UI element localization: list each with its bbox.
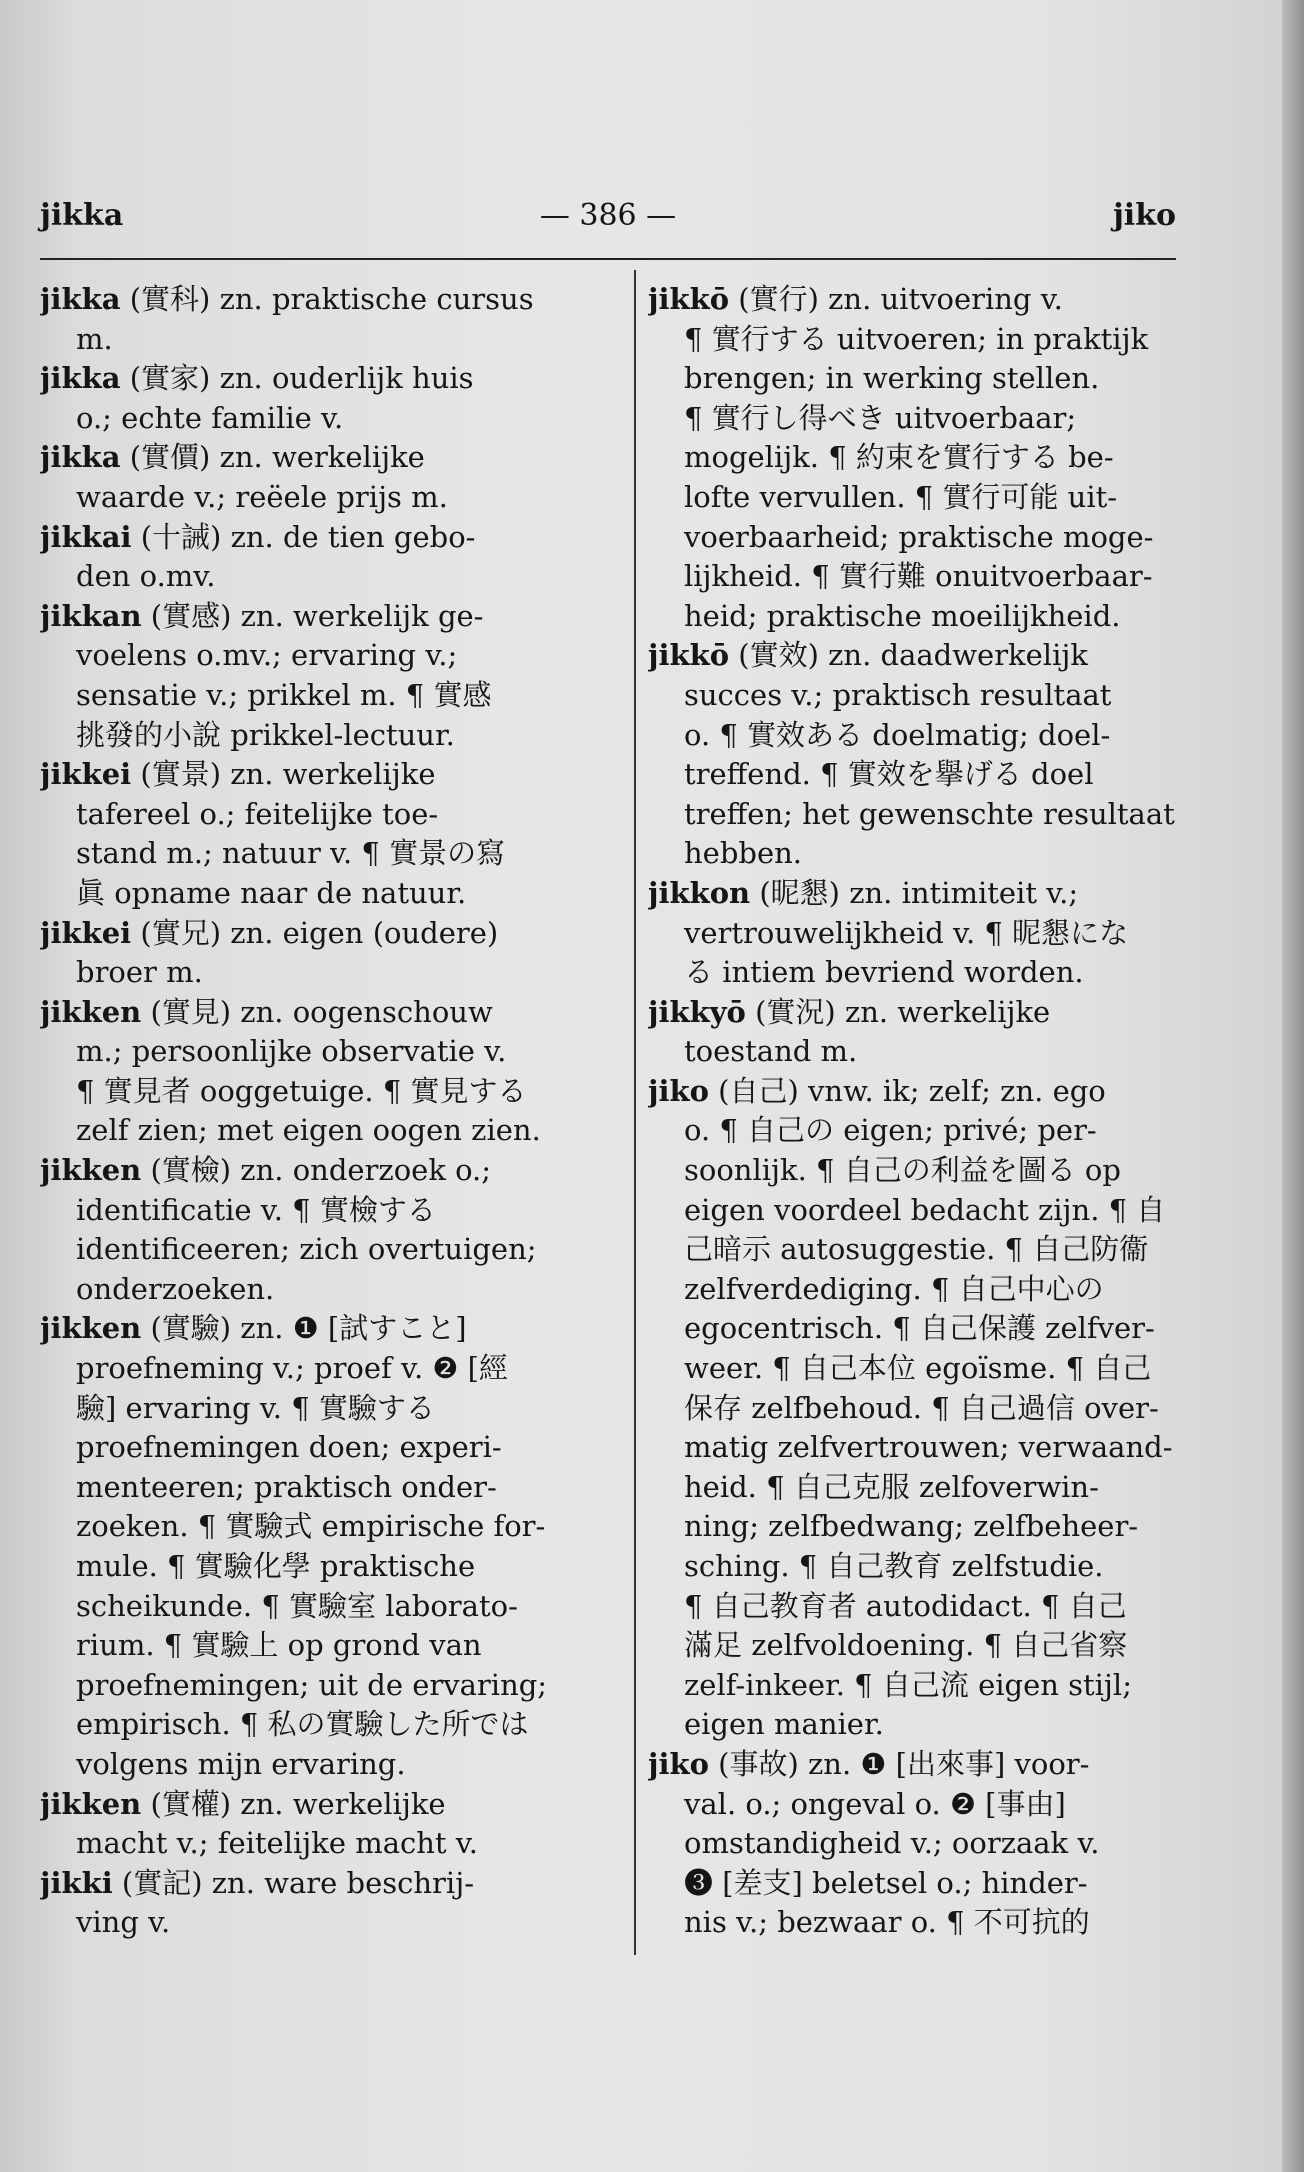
- entry-line: proefnemingen doen; experi-: [76, 1430, 502, 1465]
- entry-headline: jikka (實科) zn. praktische cursus: [40, 282, 534, 316]
- dictionary-entry: [648, 1745, 1196, 1943]
- entry-line: ¶ 自己教育者 autodidact. ¶ 自己: [684, 1588, 1127, 1623]
- entry-line: ving v.: [76, 1905, 171, 1940]
- page-header: [40, 198, 1176, 258]
- dictionary-entry: [40, 280, 600, 359]
- entry-line: rium. ¶ 實驗上 op grond van: [76, 1628, 482, 1663]
- entry-line: 滿足 zelfvoldoening. ¶ 自己省察: [684, 1628, 1128, 1663]
- entry-line: zoeken. ¶ 實驗式 empirische for-: [76, 1509, 546, 1544]
- entry-line: ning; zelfbedwang; zelfbeheer-: [684, 1509, 1139, 1544]
- entry-line: macht v.; feitelijke macht v.: [76, 1826, 478, 1861]
- dictionary-entry: [648, 993, 1196, 1072]
- dictionary-entry: [40, 1151, 600, 1309]
- entry-headline: jikka (實家) zn. ouderlijk huis: [40, 361, 474, 396]
- entry-line: toestand m.: [684, 1034, 858, 1069]
- headword: jikkon: [648, 875, 751, 910]
- dictionary-entry: [40, 597, 600, 755]
- entry-headline: jiko (自己) vnw. ik; zelf; zn. ego: [648, 1073, 1106, 1108]
- entry-line: succes v.; praktisch resultaat: [684, 677, 1112, 712]
- column-divider: [634, 270, 636, 1955]
- entry-headline: jikken (實驗) zn. ❶ [試すこと]: [40, 1311, 467, 1346]
- entry-line: empirisch. ¶ 私の實驗した所では: [76, 1707, 529, 1742]
- dictionary-entry: [40, 359, 600, 438]
- entry-line: o. ¶ 實效ある doelmatig; doel-: [684, 717, 1111, 752]
- entry-line: o. ¶ 自己の eigen; privé; per-: [684, 1113, 1097, 1148]
- headword: jiko: [648, 1746, 709, 1781]
- left-column: [40, 280, 600, 1943]
- entry-line: val. o.; ongeval o. ❷ [事由]: [684, 1786, 1066, 1821]
- dictionary-entry: [40, 1785, 600, 1864]
- dictionary-entry: [40, 438, 600, 517]
- right-running-headword: jiko: [1112, 198, 1176, 233]
- entry-line: den o.mv.: [76, 559, 216, 594]
- headword: jiko: [648, 1073, 709, 1108]
- entry-line: 挑發的小說 prikkel-lectuur.: [76, 717, 455, 752]
- dictionary-entry: [648, 1072, 1196, 1745]
- entry-line: weer. ¶ 自己本位 egoïsme. ¶ 自己: [684, 1351, 1152, 1386]
- dictionary-entry: [40, 914, 600, 993]
- entry-line: lofte vervullen. ¶ 實行可能 uit-: [684, 479, 1118, 514]
- entry-headline: jikkō (實行) zn. uitvoering v.: [648, 282, 1063, 316]
- entry-line: brengen; in werking stellen.: [684, 361, 1100, 396]
- entry-line: waarde v.; reëele prijs m.: [76, 479, 448, 514]
- entry-headline: jikkyō (實況) zn. werkelijke: [648, 994, 1051, 1029]
- entry-line: zelf zien; met eigen oogen zien.: [76, 1113, 541, 1148]
- entry-line: treffen; het gewenschte resultaat: [684, 796, 1175, 831]
- entry-line: tafereel o.; feitelijke toe-: [76, 796, 439, 831]
- headword: jikkan: [40, 598, 142, 633]
- entry-line: ¶ 實行する uitvoeren; in praktijk: [684, 321, 1149, 356]
- entry-line: soonlijk. ¶ 自己の利益を圖る op: [684, 1153, 1121, 1188]
- entry-headline: jikkei (實景) zn. werkelijke: [40, 757, 436, 792]
- entry-line: ¶ 實行し得べき uitvoerbaar;: [684, 400, 1077, 435]
- entry-line: broer m.: [76, 955, 203, 990]
- entry-headline: jikkei (實兄) zn. eigen (oudere): [40, 915, 499, 950]
- entry-line: onderzoeken.: [76, 1271, 275, 1306]
- headword: jikken: [40, 1153, 142, 1188]
- headword: jikka: [40, 440, 121, 475]
- entry-line: voerbaarheid; praktische moge-: [684, 519, 1154, 554]
- headword: jikki: [40, 1865, 113, 1900]
- entry-line: 己暗示 autosuggestie. ¶ 自己防衞: [684, 1232, 1149, 1267]
- dictionary-entry: [648, 636, 1196, 874]
- entry-line: o.; echte familie v.: [76, 400, 344, 435]
- headword: jikkei: [40, 757, 132, 792]
- left-running-headword: jikka: [40, 198, 124, 233]
- headword: jikkō: [648, 638, 730, 673]
- dictionary-entry: [648, 874, 1196, 993]
- entry-line: ¶ 實見者 ooggetuige. ¶ 實見する: [76, 1073, 527, 1108]
- entry-headline: jiko (事故) zn. ❶ [出來事] voor-: [648, 1746, 1090, 1781]
- entry-headline: jikka (實價) zn. werkelijke: [40, 440, 425, 475]
- headword: jikken: [40, 1311, 142, 1346]
- entry-line: sensatie v.; prikkel m. ¶ 實感: [76, 677, 492, 712]
- entry-line: stand m.; natuur v. ¶ 實景の寫: [76, 836, 506, 871]
- header-rule: [40, 258, 1176, 260]
- entry-line: mogelijk. ¶ 約束を實行する be-: [684, 440, 1114, 475]
- entry-line: nis v.; bezwaar o. ¶ 不可抗的: [684, 1905, 1090, 1940]
- entry-line: m.; persoonlijke observatie v.: [76, 1034, 507, 1069]
- entry-line: m.: [76, 321, 113, 356]
- entry-line: treffend. ¶ 實效を擧げる doel: [684, 757, 1094, 792]
- entry-line: hebben.: [684, 836, 803, 871]
- entry-line: heid; praktische moeilijkheid.: [684, 598, 1121, 633]
- entry-line: egocentrisch. ¶ 自己保護 zelfver-: [684, 1311, 1155, 1346]
- entry-line: eigen manier.: [684, 1707, 884, 1742]
- entry-line: eigen voordeel bedacht zijn. ¶ 自: [684, 1192, 1166, 1227]
- entry-line: 眞 opname naar de natuur.: [76, 875, 467, 910]
- entry-line: proefnemingen; uit de ervaring;: [76, 1667, 548, 1702]
- entry-line: mule. ¶ 實驗化學 praktische: [76, 1549, 476, 1583]
- right-column: [648, 280, 1196, 1943]
- dictionary-entry: [40, 755, 600, 913]
- entry-line: zelf-inkeer. ¶ 自己流 eigen stijl;: [684, 1667, 1132, 1702]
- headword: jikkai: [40, 519, 132, 554]
- entry-line: scheikunde. ¶ 實驗室 laborato-: [76, 1588, 518, 1623]
- headword: jikkō: [648, 282, 730, 316]
- dictionary-entry: [40, 1864, 600, 1943]
- entry-line: matig zelfvertrouwen; verwaand-: [684, 1430, 1173, 1465]
- entry-headline: jikkan (實感) zn. werkelijk ge-: [40, 598, 484, 633]
- entry-headline: jikkō (實效) zn. daadwerkelijk: [648, 638, 1088, 673]
- entry-line: voelens o.mv.; ervaring v.;: [76, 638, 458, 673]
- page-number: — 386 —: [539, 198, 677, 233]
- entry-headline: jikken (實權) zn. werkelijke: [40, 1786, 446, 1821]
- headword: jikka: [40, 282, 121, 316]
- entry-line: identificatie v. ¶ 實檢する: [76, 1192, 436, 1227]
- headword: jikkei: [40, 915, 132, 950]
- dictionary-entry: [40, 993, 600, 1151]
- entry-line: る intiem bevriend worden.: [684, 955, 1084, 990]
- entry-line: omstandigheid v.; oorzaak v.: [684, 1826, 1100, 1861]
- entry-line: sching. ¶ 自己教育 zelfstudie.: [684, 1549, 1104, 1583]
- entry-line: lijkheid. ¶ 實行難 onuitvoerbaar-: [684, 559, 1153, 594]
- headword: jikken: [40, 1786, 142, 1821]
- entry-headline: jikken (實見) zn. oogenschouw: [40, 994, 493, 1029]
- entry-headline: jikki (實記) zn. ware beschrij-: [40, 1865, 474, 1900]
- entry-headline: jikkai (十誡) zn. de tien gebo-: [40, 519, 476, 554]
- entry-line: ❸ [差支] beletsel o.; hinder-: [684, 1865, 1088, 1900]
- headword: jikkyō: [648, 994, 746, 1029]
- entry-line: zelfverdediging. ¶ 自己中心の: [684, 1271, 1104, 1306]
- dictionary-entry: [40, 518, 600, 597]
- entry-line: vertrouwelijkheid v. ¶ 昵懇にな: [684, 915, 1129, 950]
- dictionary-entry: [648, 280, 1196, 636]
- entry-line: heid. ¶ 自己克服 zelfoverwin-: [684, 1469, 1099, 1504]
- entry-headline: jikken (實檢) zn. onderzoek o.;: [40, 1153, 492, 1188]
- headword: jikken: [40, 994, 142, 1029]
- dictionary-entry: [40, 1309, 600, 1784]
- entry-headline: jikkon (昵懇) zn. intimiteit v.;: [648, 875, 1079, 910]
- entry-line: menteeren; praktisch onder-: [76, 1469, 497, 1504]
- page-edge-shadow: [1282, 0, 1304, 2172]
- entry-line: volgens mijn ervaring.: [76, 1746, 406, 1781]
- entry-line: 保存 zelfbehoud. ¶ 自己過信 over-: [684, 1390, 1159, 1425]
- entry-line: 驗] ervaring v. ¶ 實驗する: [76, 1390, 435, 1425]
- headword: jikka: [40, 361, 121, 396]
- entry-line: identificeeren; zich overtuigen;: [76, 1232, 537, 1267]
- entry-line: proefneming v.; proef v. ❷ [經: [76, 1351, 508, 1386]
